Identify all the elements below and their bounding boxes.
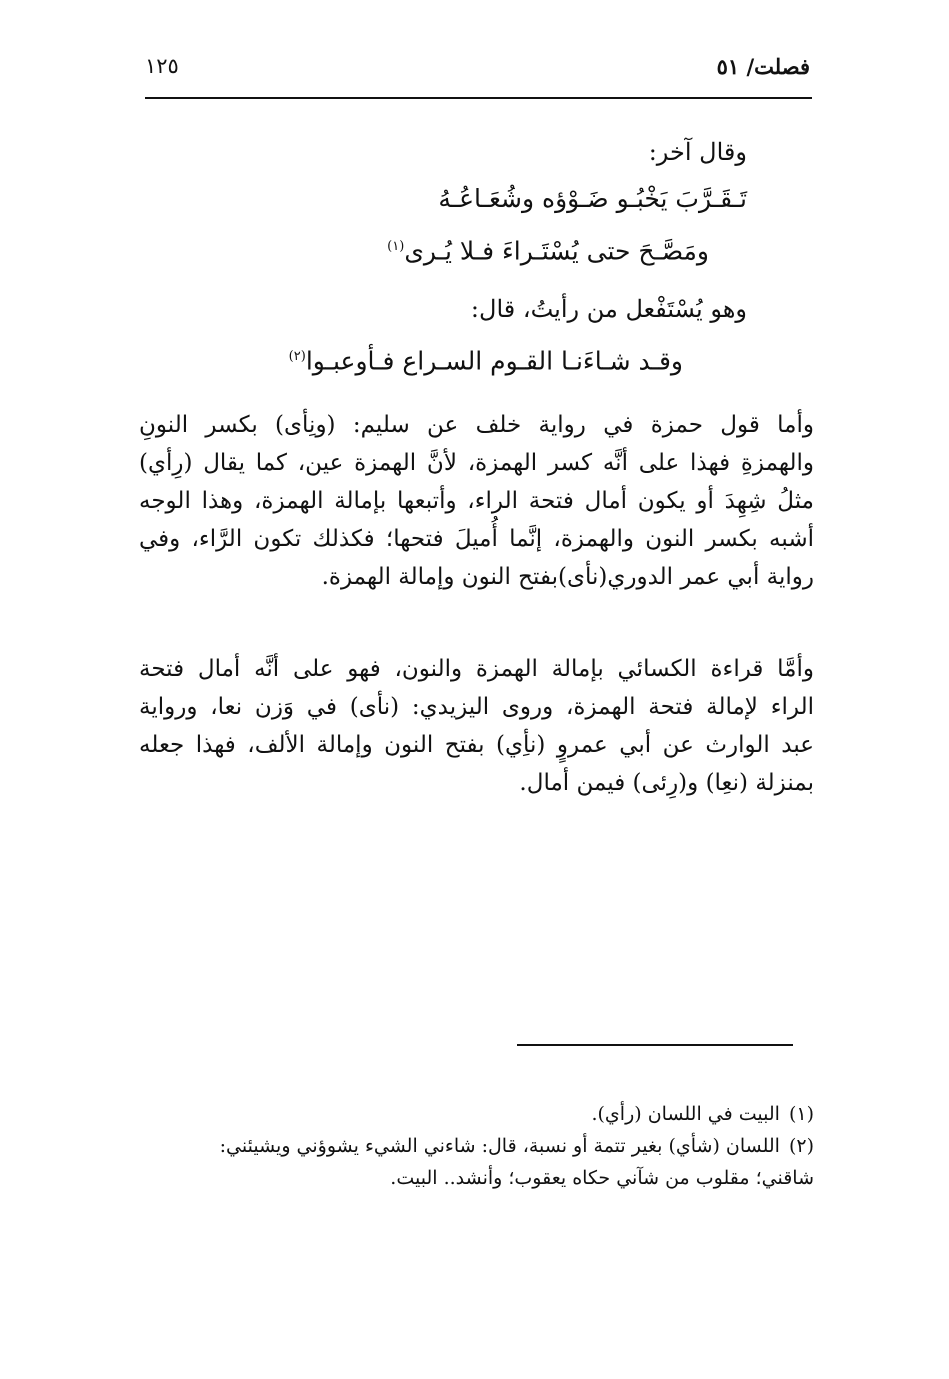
intro-line: وقال آخر: [648, 138, 747, 166]
footnote-1-number: (١) [788, 1103, 814, 1125]
footnote-2-continuation: شاقني؛ مقلوب من شآني حكاه يعقوب؛ وأنشد.. البيت. [390, 1167, 814, 1189]
footnote-ref-1: (١) [387, 239, 405, 254]
paragraph-2-line: وأمَّا قراءة الكسائي بإمالة الهمزة والنون، فهو على أنَّه أمال فتحة [139, 656, 814, 682]
paragraph-1-line: والهمزةِ فهذا على أنَّه كسر الهمزة، لأنَّ الهمزة عين، كما يقال (رِأي) [139, 450, 814, 476]
verse1-line2-text: ومَصَّـحَ حتى يُسْتَـراءَ فـلا يُـرى [404, 236, 709, 266]
paragraph-1 [139, 406, 814, 596]
page-number: ١٢٥ [145, 54, 179, 78]
verse1-line1: تَـقَـرَّبَ يَخْبُـو ضَـوْؤه وشُعَـاعُـهُ [438, 184, 747, 213]
verse2-line1 [289, 339, 683, 379]
paragraph-2-line: عبد الوارث عن أبي عمروٍ (نأِي) بفتح النون وإمالة الألف، فهذا جعله [139, 732, 814, 758]
paragraph-2-line: بمنزلة (نعِا) و(رِئى) فيمن أمال. [519, 770, 814, 796]
verse2-line1-text: وقـد شـاءَنـا القـوم السـراع فـأوعبـوا [305, 346, 683, 376]
footnotes [134, 1098, 814, 1194]
header-rule [145, 97, 812, 99]
footnote-1 [134, 1098, 814, 1130]
quote-intro-line: وهو يُسْتَفْعل من رأيتُ، قال: [470, 295, 747, 323]
paragraph-1-line: مثلُ شِهِدَ أو يكون أمال فتحة الراء، وأتبعها بإمالة الهمزة، وهذا الوجه [139, 488, 814, 514]
page-header [145, 54, 810, 94]
footnote-1-text: البيت في اللسان (رأي). [591, 1103, 780, 1125]
paragraph-2 [139, 650, 814, 802]
paragraph-1-line: أشبه بكسر النون والهمزة، إنَّما أُميلَ فتحها؛ فكذلك تكون الرَّاء، وفي [139, 526, 814, 552]
verse1-line2 [387, 229, 709, 269]
paragraph-1-line: رواية أبي عمر الدوري(نأى)بفتح النون وإمالة الهمزة. [321, 564, 814, 590]
footnote-2-text: اللسان (شأي) بغير تتمة أو نسبة، قال: شاءني الشيء يشوؤني ويشيئني: [219, 1135, 780, 1157]
footnote-ref-2: (٢) [288, 349, 306, 364]
chapter-reference: فصلت/ ٥١ [716, 54, 810, 79]
footnote-2 [134, 1130, 814, 1162]
paragraph-2-line: الراء لإمالة فتحة الهمزة، وروى اليزيدي: (نأى) في وَزن نعا، ورواية [139, 694, 814, 720]
footnote-rule [517, 1044, 793, 1046]
footnote-2-number: (٢) [788, 1135, 814, 1157]
paragraph-1-line: وأما قول حمزة في رواية خلف عن سليم: (ونِأى) بكسر النونِ [139, 412, 814, 438]
